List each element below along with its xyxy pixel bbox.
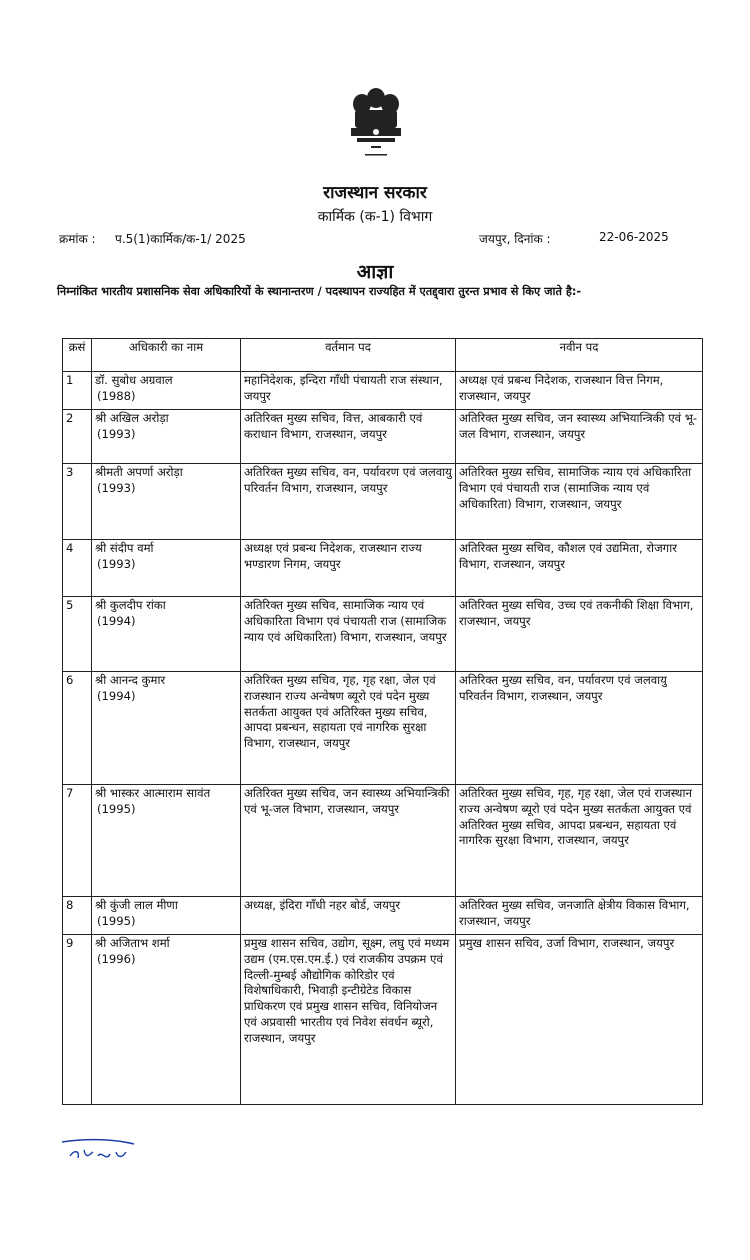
signature-icon (60, 1136, 140, 1168)
serial-cell: 7 (63, 785, 92, 897)
serial-cell: 2 (63, 410, 92, 464)
new-post-cell: अतिरिक्त मुख्य सचिव, जनजाति क्षेत्रीय विकास विभाग, राजस्थान, जयपुर (456, 897, 703, 935)
officer-cell (92, 785, 241, 897)
current-post-cell: महानिदेशक, इन्दिरा गाँधी पंचायती राज संस्थान, जयपुर (241, 372, 456, 410)
table-row (63, 540, 703, 597)
table-row (63, 410, 703, 464)
serial-cell: 8 (63, 897, 92, 935)
table-header-row (63, 339, 703, 372)
current-post-cell: अध्यक्ष एवं प्रबन्ध निदेशक, राजस्थान राज्य भण्डारण निगम, जयपुर (241, 540, 456, 597)
current-post-cell: अतिरिक्त मुख्य सचिव, जन स्वास्थ्य अभियान्त्रिकी एवं भू-जल विभाग, राजस्थान, जयपुर (241, 785, 456, 897)
batch-year: (1993) (97, 426, 136, 441)
serial-cell: 1 (63, 372, 92, 410)
signature (60, 1136, 140, 1168)
officer-name: श्री कुलदीप रांका (95, 598, 166, 612)
new-post-cell: अतिरिक्त मुख्य सचिव, उच्च एवं तकनीकी शिक्षा विभाग, राजस्थान, जयपुर (456, 597, 703, 672)
officer-cell (92, 540, 241, 597)
officer-name: श्री कुंजी लाल मीणा (95, 898, 178, 912)
order-number-label: क्रमांक : (59, 232, 96, 246)
new-post-cell: अतिरिक्त मुख्य सचिव, सामाजिक न्याय एवं अधिकारिता विभाग एवं पंचायती राज (सामाजिक न्याय एवं अधिकारिता) विभाग, राजस्थान, जयपुर (456, 464, 703, 540)
current-post-cell: अतिरिक्त मुख्य सचिव, सामाजिक न्याय एवं अधिकारिता विभाग एवं पंचायती राज (सामाजिक न्याय एवं अधिकारिता) विभाग, राजस्थान, जयपुर (241, 597, 456, 672)
current-post-cell: अध्यक्ष, इंदिरा गाँधी नहर बोर्ड, जयपुर (241, 897, 456, 935)
order-title: आज्ञा (356, 261, 394, 283)
table-row (63, 785, 703, 897)
header-current-post: वर्तमान पद (241, 339, 456, 372)
order-number: प.5(1)कार्मिक/क-1/ 2025 (115, 232, 246, 246)
officer-name: श्री भास्कर आत्माराम सावंत (95, 786, 211, 800)
officer-cell (92, 464, 241, 540)
serial-cell: 4 (63, 540, 92, 597)
officer-name: श्री अजिताभ शर्मा (95, 936, 170, 950)
table-row (63, 935, 703, 1105)
order-date: 22-06-2025 (599, 230, 669, 244)
order-intro: निम्नांकित भारतीय प्रशासनिक सेवा अधिकारियों के स्थानान्तरण / पदस्थापन राज्यहित में एतद्द्वारा तुरन्त प्रभाव से किए जाते है:- (57, 285, 582, 298)
officer-name: श्री आनन्द कुमार (95, 673, 166, 687)
officer-name: श्रीमती अपर्णा अरोड़ा (95, 465, 183, 479)
batch-year: (1994) (97, 688, 136, 703)
batch-year: (1996) (97, 951, 136, 966)
header-officer-name: अधिकारी का नाम (92, 339, 241, 372)
table-row (63, 897, 703, 935)
current-post-cell: अतिरिक्त मुख्य सचिव, वन, पर्यावरण एवं जलवायु परिवर्तन विभाग, राजस्थान, जयपुर (241, 464, 456, 540)
current-post-cell: प्रमुख शासन सचिव, उद्योग, सूक्ष्म, लघु एवं मध्यम उद्यम (एम.एस.एम.ई.) एवं राजकीय उपक्रम एवं दिल्ली-मुम्बई औद्योगिक कोरिडोर एवं विशेषाधिकारी, भिवाड़ी इन्टीग्रेटेड विकास प्राधिकरण एवं प्रमुख शासन सचिव, विनियोजन एवं अप्रवासी भारतीय एवं निवेश संवर्धन ब्यूरो, राजस्थान, जयपुर (241, 935, 456, 1105)
government-name: राजस्थान सरकार (323, 183, 427, 203)
new-post-cell: अतिरिक्त मुख्य सचिव, जन स्वास्थ्य अभियान्त्रिकी एवं भू-जल विभाग, राजस्थान, जयपुर (456, 410, 703, 464)
place-date-label: जयपुर, दिनांक : (479, 232, 551, 246)
new-post-cell: अतिरिक्त मुख्य सचिव, गृह, गृह रक्षा, जेल एवं राजस्थान राज्य अन्वेषण ब्यूरो एवं पदेन मुख्य सतर्कता आयुक्त एवं अतिरिक्त मुख्य सचिव, आपदा प्रबन्धन, सहायता एवं नागरिक सुरक्षा विभाग, राजस्थान, जयपुर (456, 785, 703, 897)
batch-year: (1988) (97, 388, 136, 403)
header-new-post: नवीन पद (456, 339, 703, 372)
officer-cell (92, 935, 241, 1105)
batch-year: (1994) (97, 613, 136, 628)
serial-cell: 9 (63, 935, 92, 1105)
officer-name: श्री अखिल अरोड़ा (95, 411, 169, 425)
officer-cell (92, 410, 241, 464)
officer-name: डॉ. सुबोध अग्रवाल (95, 373, 173, 387)
batch-year: (1995) (97, 913, 136, 928)
batch-year: (1995) (97, 801, 136, 816)
transfer-table (62, 338, 703, 1105)
state-emblem (343, 84, 409, 166)
department-name: कार्मिक (क-1) विभाग (317, 209, 433, 225)
batch-year: (1993) (97, 480, 136, 495)
current-post-cell: अतिरिक्त मुख्य सचिव, वित्त, आबकारी एवं कराधान विभाग, राजस्थान, जयपुर (241, 410, 456, 464)
new-post-cell: प्रमुख शासन सचिव, उर्जा विभाग, राजस्थान, जयपुर (456, 935, 703, 1105)
current-post-cell: अतिरिक्त मुख्य सचिव, गृह, गृह रक्षा, जेल एवं राजस्थान राज्य अन्वेषण ब्यूरो एवं पदेन मुख्य सतर्कता आयुक्त एवं अतिरिक्त मुख्य सचिव, आपदा प्रबन्धन, सहायता एवं नागरिक सुरक्षा विभाग, राजस्थान, जयपुर (241, 672, 456, 785)
serial-cell: 3 (63, 464, 92, 540)
table-row (63, 464, 703, 540)
officer-cell (92, 897, 241, 935)
header-serial: क्रसं (63, 339, 92, 372)
serial-cell: 5 (63, 597, 92, 672)
table-row (63, 597, 703, 672)
officer-cell (92, 372, 241, 410)
batch-year: (1993) (97, 556, 136, 571)
officer-name: श्री संदीप वर्मा (95, 541, 154, 555)
officer-cell (92, 672, 241, 785)
emblem-icon (343, 84, 409, 166)
new-post-cell: अतिरिक्त मुख्य सचिव, कौशल एवं उद्यमिता, रोजगार विभाग, राजस्थान, जयपुर (456, 540, 703, 597)
table-row (63, 672, 703, 785)
new-post-cell: अतिरिक्त मुख्य सचिव, वन, पर्यावरण एवं जलवायु परिवर्तन विभाग, राजस्थान, जयपुर (456, 672, 703, 785)
new-post-cell: अध्यक्ष एवं प्रबन्ध निदेशक, राजस्थान वित्त निगम, राजस्थान, जयपुर (456, 372, 703, 410)
table-row (63, 372, 703, 410)
officer-cell (92, 597, 241, 672)
serial-cell: 6 (63, 672, 92, 785)
